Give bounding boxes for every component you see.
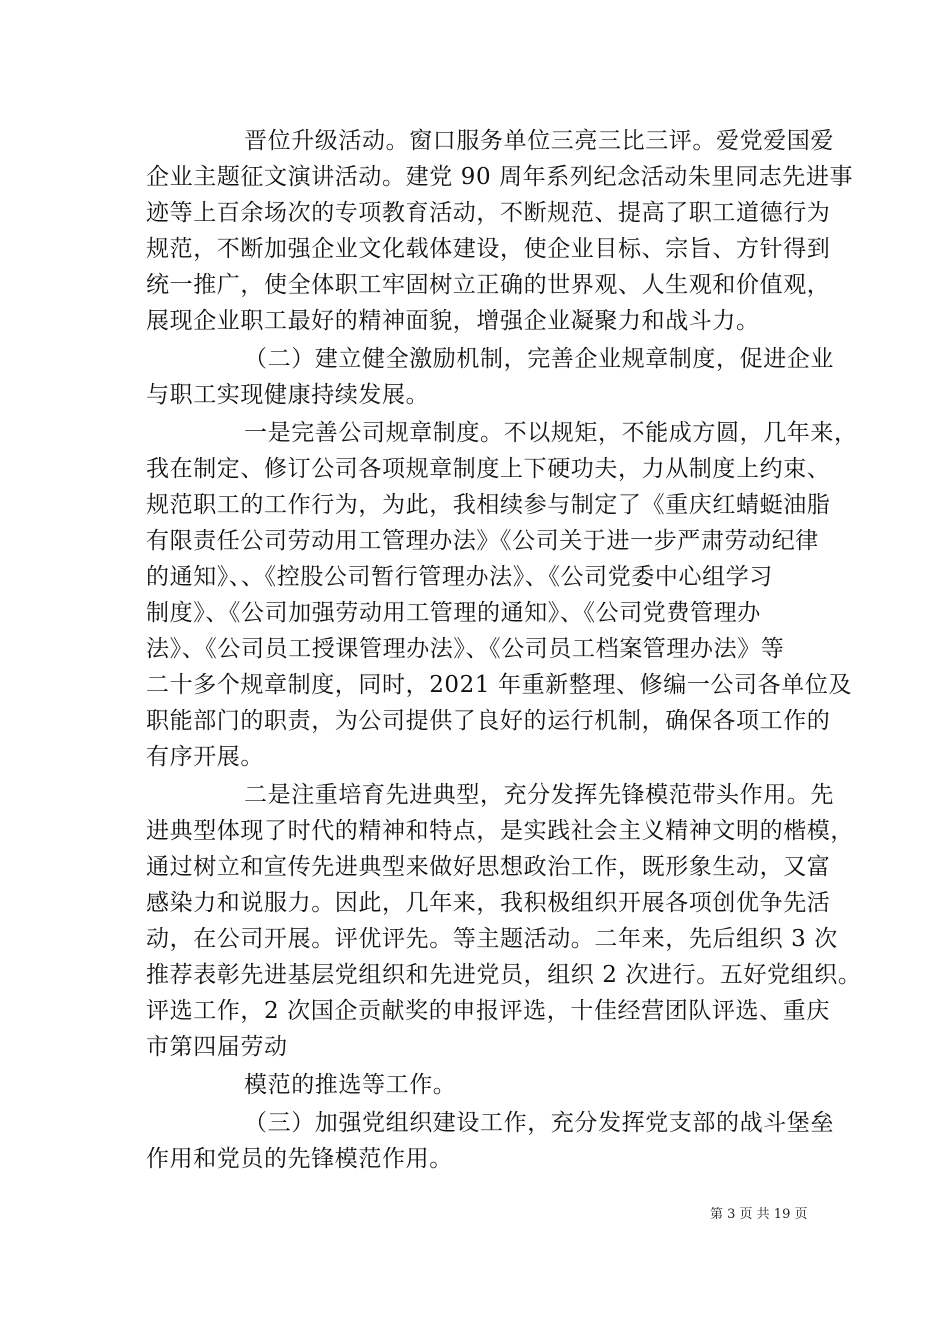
- text-line: 一是完善公司规章制度。不以规矩，不能成方圆，几年来，: [244, 420, 858, 446]
- text-line: 评选工作，2 次国企贡献奖的申报评选，十佳经营团队评选、重庆: [146, 998, 830, 1024]
- text-line: 动，在公司开展。评优评先。等主题活动。二年来，先后组织 3 次: [146, 926, 838, 952]
- text-line: 的通知》、、《控股公司暂行管理办法》、《公司党委中心组学习: [146, 564, 773, 590]
- text-line: 我在制定、修订公司各项规章制度上下硬功夫，力从制度上约束、: [146, 456, 831, 482]
- text-line: 二是注重培育先进典型，充分发挥先锋模范带头作用。先: [244, 782, 834, 808]
- text-line: 迹等上百余场次的专项教育活动，不断规范、提高了职工道德行为: [146, 200, 831, 226]
- text-line: 制度》、《公司加强劳动用工管理的通知》、《公司党费管理办: [146, 600, 761, 626]
- text-line: 进典型体现了时代的精神和特点，是实践社会主义精神文明的楷模，: [146, 818, 854, 844]
- section-heading: 作用和党员的先锋模范作用。: [146, 1146, 453, 1172]
- section-heading: （三）加强党组织建设工作，充分发挥党支部的战斗堡垒: [244, 1110, 834, 1136]
- section-heading: （二）建立健全激励机制，完善企业规章制度，促进企业: [244, 346, 834, 372]
- text-line: 有限责任公司劳动用工管理办法》《公司关于进一步严肃劳动纪律: [146, 528, 819, 554]
- text-line: 推荐表彰先进基层党组织和先进党员，组织 2 次进行。五好党组织。: [146, 962, 862, 988]
- text-line: 感染力和说服力。因此，几年来，我积极组织开展各项创优争先活: [146, 890, 831, 916]
- text-line: 二十多个规章制度，同时，2021 年重新整理、修编一公司各单位及: [146, 672, 853, 698]
- text-line: 展现企业职工最好的精神面貌，增强企业凝聚力和战斗力。: [146, 308, 760, 334]
- text-line: 规范，不断加强企业文化载体建设，使企业目标、宗旨、方针得到: [146, 236, 831, 262]
- text-line: 职能部门的职责，为公司提供了良好的运行机制，确保各项工作的: [146, 708, 831, 734]
- text-line: 规范职工的工作行为，为此，我相续参与制定了《重庆红蜻蜓油脂: [146, 492, 831, 518]
- page-number: 第 3 页 共 19 页: [710, 1207, 808, 1222]
- section-heading: 与职工实现健康持续发展。: [146, 382, 430, 408]
- text-line: 企业主题征文演讲活动。建党 90 周年系列纪念活动朱里同志先进事: [146, 164, 854, 190]
- text-line: 晋位升级活动。窗口服务单位三亮三比三评。爱党爱国爱: [244, 128, 834, 154]
- text-line: 模范的推选等工作。: [244, 1072, 457, 1098]
- text-line: 法》、《公司员工授课管理办法》、《公司员工档案管理办法》等: [146, 636, 785, 662]
- text-line: 统一推广，使全体职工牢固树立正确的世界观、人生观和价值观，: [146, 272, 831, 298]
- text-line: 市第四届劳动: [146, 1034, 288, 1060]
- text-line: 通过树立和宣传先进典型来做好思想政治工作，既形象生动，又富: [146, 854, 831, 880]
- text-line: 有序开展。: [146, 744, 264, 770]
